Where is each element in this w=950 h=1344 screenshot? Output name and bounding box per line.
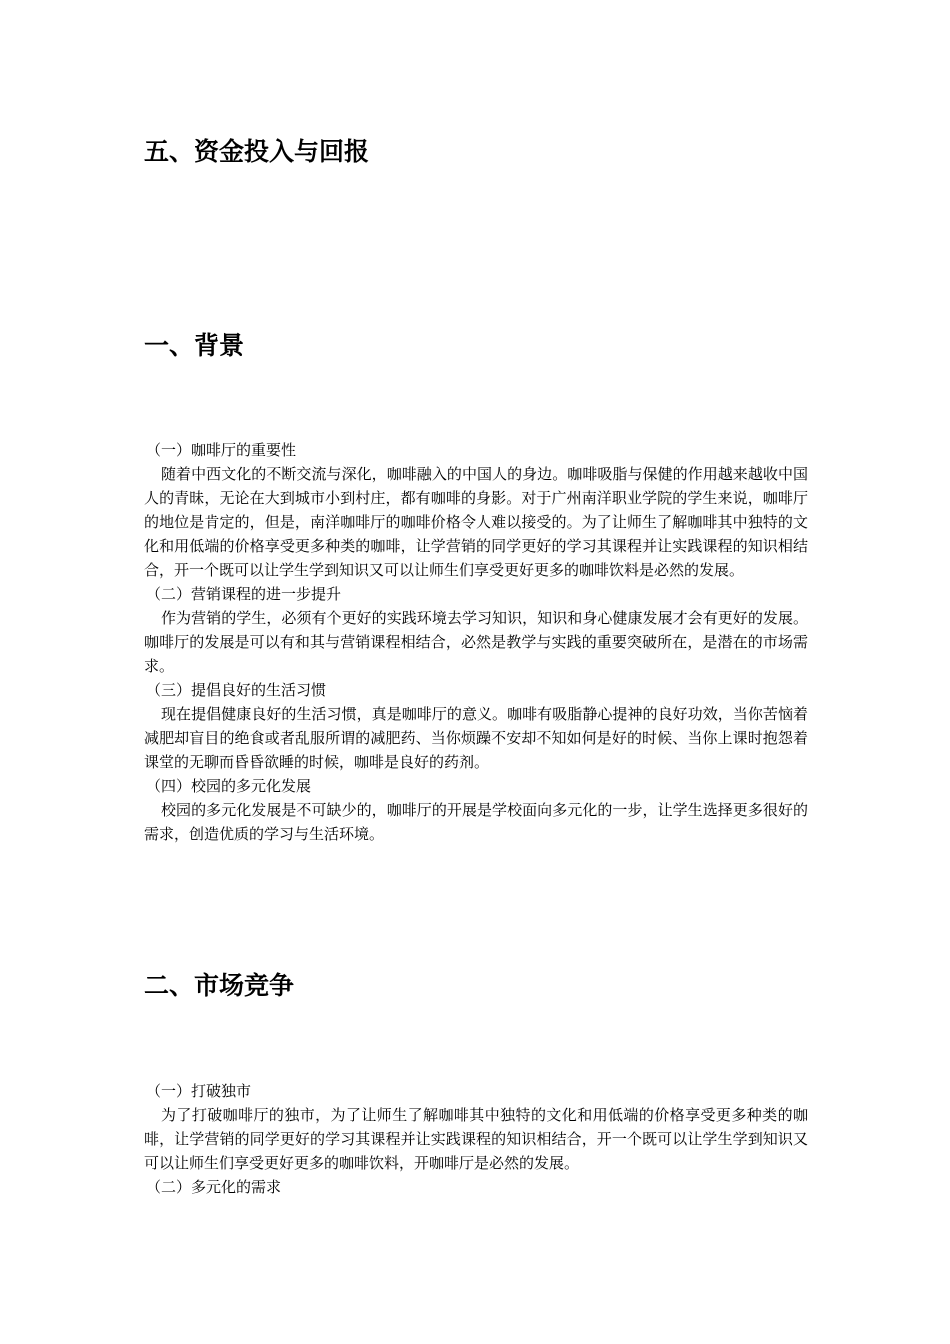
paragraph-marketing-course: 作为营销的学生，必须有个更好的实践环境去学习知识，知识和身心健康发展才会有更好的发展。咖啡厅的发展是可以有和其与营销课程相结合，必然是教学与实践的重要突破所在，是潜在的市场需求。 xyxy=(144,609,808,675)
market-section-body xyxy=(144,1079,808,1199)
section-title-investment: 五、资金投入与回报 xyxy=(144,137,370,166)
section-title-background: 一、背景 xyxy=(144,331,245,360)
subheading-healthy-habits: （三）提倡良好的生活习惯 xyxy=(146,681,327,699)
paragraph-break-monopoly: 为了打破咖啡厅的独市，为了让师生了解咖啡其中独特的文化和用低端的价格享受更多种类的咖啡，让学营销的同学更好的学习其课程并让实践课程的知识相结合，开一个既可以让学生学到知识又可以让师生们享受更好更多的咖啡饮料，开咖啡厅是必然的发展。 xyxy=(144,1106,808,1172)
subheading-marketing-course: （二）营销课程的进一步提升 xyxy=(146,585,342,603)
subheading-break-monopoly: （一）打破独市 xyxy=(146,1082,252,1100)
paragraph-healthy-habits: 现在提倡健康良好的生活习惯，真是咖啡厅的意义。咖啡有吸脂静心提神的良好功效，当你苦恼着减肥却盲目的绝食或者乱服所谓的减肥药、当你烦躁不安却不知如何是好的时候、当你上课时抱怨着课堂的无聊而昏昏欲睡的时候，咖啡是良好的药剂。 xyxy=(144,705,808,771)
background-section-body xyxy=(144,438,808,846)
paragraph-campus-diversity: 校园的多元化发展是不可缺少的，咖啡厅的开展是学校面向多元化的一步，让学生选择更多很好的需求，创造优质的学习与生活环境。 xyxy=(144,801,808,843)
subheading-diverse-demand: （二）多元化的需求 xyxy=(146,1178,282,1196)
paragraph-coffee-importance: 随着中西文化的不断交流与深化，咖啡融入的中国人的身边。咖啡吸脂与保健的作用越来越收中国人的青昧，无论在大到城市小到村庄，都有咖啡的身影。对于广州南洋职业学院的学生来说，咖啡厅的地位是肯定的，但是，南洋咖啡厅的咖啡价格令人难以接受的。为了让师生了解咖啡其中独特的文化和用低端的价格享受更多种类的咖啡，让学营销的同学更好的学习其课程并让实践课程的知识相结合，开一个既可以让学生学到知识又可以让师生们享受更好更多的咖啡饮料是必然的发展。 xyxy=(144,465,808,579)
section-title-market-competition: 二、市场竞争 xyxy=(144,971,295,1000)
subheading-coffee-importance: （一）咖啡厅的重要性 xyxy=(146,441,297,459)
subheading-campus-diversity: （四）校园的多元化发展 xyxy=(146,777,312,795)
